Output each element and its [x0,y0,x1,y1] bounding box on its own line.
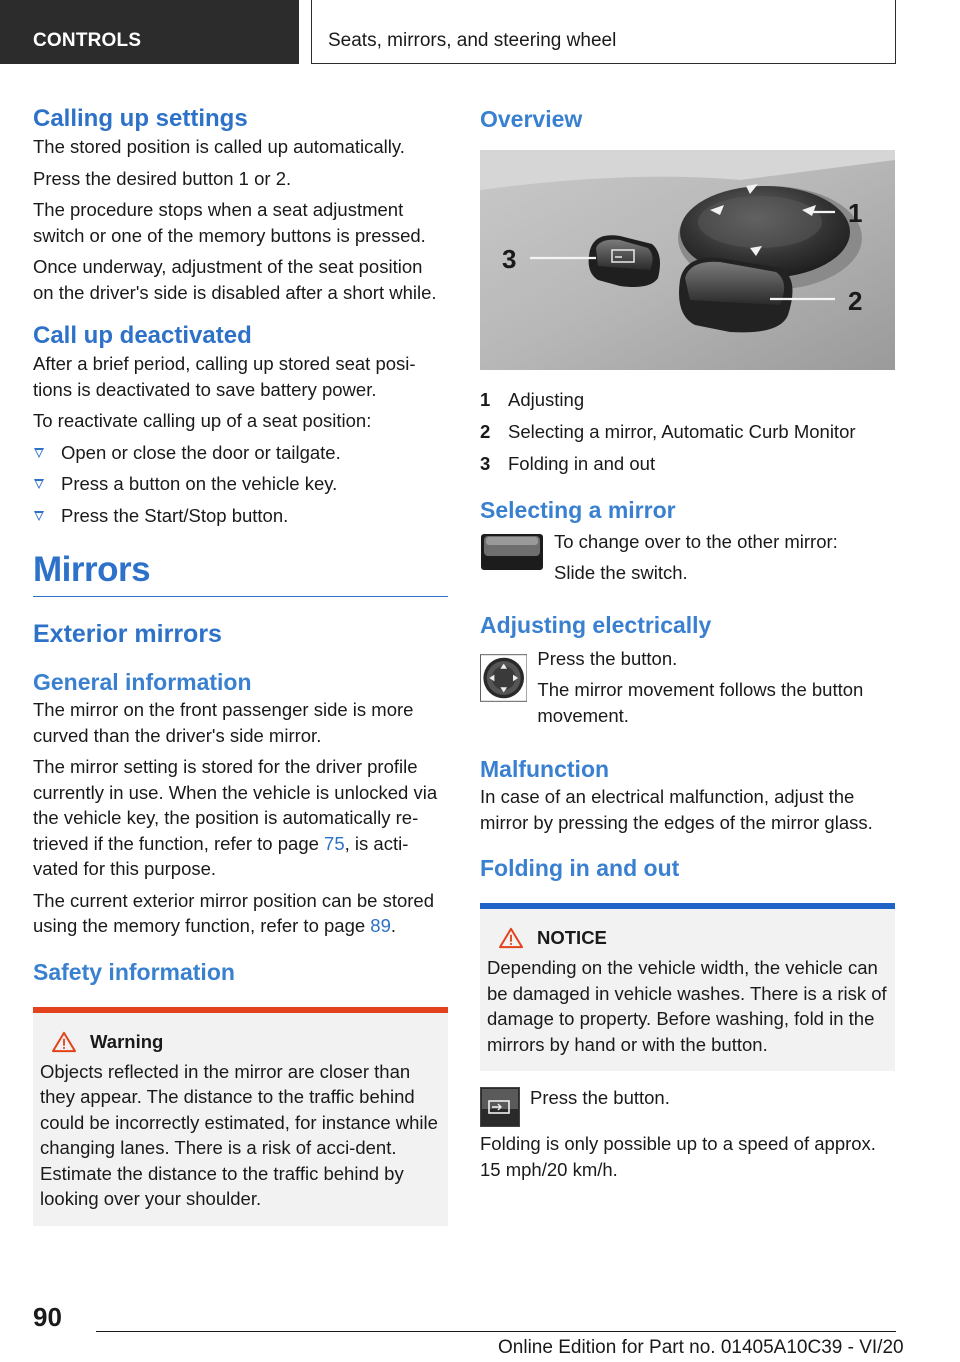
warning-label: Warning [90,1030,164,1052]
notice-triangle-icon [497,927,525,949]
calling-up-p2: Press the desired button 1 or 2. [33,167,292,189]
warning-header [40,1031,441,1053]
legend-item: 3 Folding in and out [480,453,656,474]
safety-information-title: Safety information [33,958,235,985]
list-item: Press the Start/Stop button. [33,503,448,529]
calling-up-p1: The stored position is called up automatically. [33,136,405,157]
list-item: Press a button on the vehicle key. [33,471,448,497]
callout-2: 2 [848,286,863,316]
folding-title: Folding in and out [480,855,680,881]
general-p1: The mirror on the front passenger side is more curved than the driver's side mirror. [33,699,414,746]
warning-triangle-icon [50,1031,78,1053]
callout-1: 1 [848,198,863,228]
deactivated-p1: After a brief period, calling up stored seat posi‐tions is deactivated to save battery power. [33,353,416,400]
warning-text: Objects reflected in the mirror are closer than they appear. The distance to the traffic behind could be incorrectly estimated, for instance while changing lanes. There is a risk of acci‐dent. Estimate the distance to the traffic behind by looking over your shoulder. [40,1060,438,1209]
legend-list [480,387,895,477]
adjusting-line-1: Press the button. [537,647,678,669]
adjusting-electrically-title: Adjusting electrically [480,611,712,638]
folding-press-block [480,1085,895,1127]
warning-box [33,1007,448,1226]
mirror-controls-photo [480,150,895,370]
calling-up-p4: Once underway, adjustment of the seat position on the driver's side is disabled after a short while. [33,256,437,303]
deactivated-p2: To reactivate calling up of a seat position: [33,410,372,431]
general-p2: The mirror setting is stored for the driver profile currently in use. When the vehicle is unlocked via the vehicle key, the position is automatically re‐trieved if the function, refer to page 75, is acti‐vated for this purpose. [33,756,438,879]
adjusting-line-2: The mirror movement follows the button movement. [537,679,864,726]
notice-box [480,903,895,1071]
page-link-89[interactable]: 89 [370,915,391,936]
selecting-mirror-title: Selecting a mirror [480,496,676,523]
adjusting-block [480,646,895,735]
footer-divider [96,1331,896,1332]
header-section-tab [0,0,299,64]
left-column [33,96,448,1226]
overview-title: Overview [480,106,583,132]
selecting-line-2: Slide the switch. [554,562,688,583]
general-p3: The current exterior mirror position can be stored using the memory function, refer to page 89. [33,889,435,936]
exterior-mirrors-title: Exterior mirrors [33,620,222,648]
header-section-label: CONTROLS [33,30,142,51]
legend-item: 1 Adjusting [480,389,585,410]
header-chapter-label: Seats, mirrors, and steering wheel [328,30,617,51]
notice-text: Depending on the vehicle width, the vehicle can be damaged in vehicle washes. There is a risk of damage to property. Before washing, fold in the mirrors by hand or with the button. [487,957,887,1055]
notice-header [487,927,888,949]
bullet-triangle-icon [34,511,44,521]
bullet-triangle-icon [34,448,44,458]
notice-label: NOTICE [537,927,607,948]
selecting-line-1: To change over to the other mirror: [554,530,838,552]
list-item: Open or close the door or tailgate. [33,440,448,466]
folding-press-text: Press the button. [530,1087,670,1108]
mirrors-heading: Mirrors [33,550,448,597]
mirror-adjust-button-icon [480,650,527,706]
malfunction-text: In case of an electrical malfunction, adjust the mirror by pressing the edges of the mirror glass. [480,786,873,833]
selecting-mirror-block [480,529,895,592]
reactivate-list [33,440,448,529]
fold-mirror-button-icon [480,1087,520,1127]
calling-up-title: Calling up settings [33,105,248,132]
right-column [480,96,895,1188]
general-information-title: General information [33,669,252,695]
folding-speed-text: Folding is only possible up to a speed of approx. 15 mph/20 km/h. [480,1133,876,1180]
call-up-deactivated-title: Call up deactivated [33,322,252,349]
callout-3: 3 [502,244,517,274]
malfunction-title: Malfunction [480,756,610,782]
page-link-75[interactable]: 75 [324,832,345,854]
calling-up-p3: The procedure stops when a seat adjustment switch or one of the memory buttons is pressed. [33,199,426,246]
legend-item: 2 Selecting a mirror, Automatic Curb Monitor [480,421,856,442]
mirror-selector-switch-icon [480,533,544,571]
page-number: 90 [33,1302,62,1332]
header-chapter-tab [311,0,896,64]
edition-text: Online Edition for Part no. 01405A10C39 - VI/20 [498,1337,904,1358]
bullet-triangle-icon [34,479,44,489]
